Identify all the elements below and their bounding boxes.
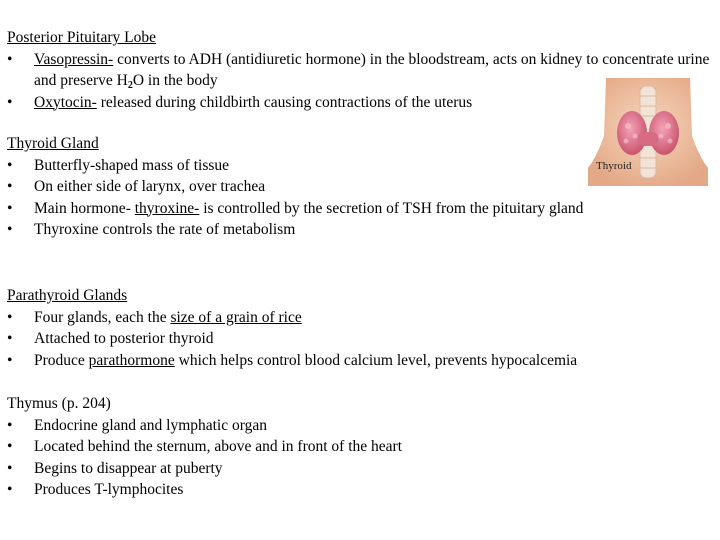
item-text: Endocrine gland and lymphatic organ <box>34 416 268 434</box>
bullet-dot: • <box>7 221 13 238</box>
item-text-end: is controlled by the secretion of TSH from the pituitary gland <box>199 199 584 217</box>
term-parathormone: parathormone <box>88 351 175 369</box>
list-item <box>7 328 713 350</box>
bullet-dot: • <box>7 199 13 217</box>
list-item <box>7 458 713 480</box>
term-oxytocin: Oxytocin- <box>34 93 97 111</box>
list-item <box>7 415 713 437</box>
bullet-dot: • <box>7 178 13 195</box>
item-text: Thyroxine controls the rate of metabolism <box>34 221 296 238</box>
item-text: Main hormone- <box>34 199 135 217</box>
section-thymus <box>7 393 713 501</box>
term-grain-of-rice: size of a grain of rice <box>170 308 302 326</box>
bullet-dot: • <box>7 416 13 434</box>
thyroid-isthmus <box>638 132 658 146</box>
item-text-end: which helps control blood calcium level, prevents hypocalcemia <box>174 351 578 369</box>
term-vasopressin: Vasopressin- <box>34 50 114 68</box>
list-item <box>7 219 713 241</box>
list-parathyroid <box>7 307 713 372</box>
heading-thymus: Thymus (p. 204) <box>7 395 111 412</box>
item-text: Four glands, each the <box>34 308 171 326</box>
bullet-dot: • <box>7 308 13 326</box>
bullet-dot: • <box>7 438 13 455</box>
list-item <box>7 479 713 501</box>
bullet-dot: • <box>7 481 13 498</box>
list-thymus <box>7 415 713 501</box>
term-thyroxine: thyroxine- <box>134 199 200 217</box>
bullet-dot: • <box>7 50 13 68</box>
subscript-2: 2 <box>127 80 133 91</box>
list-item <box>7 307 713 329</box>
list-item <box>7 436 713 458</box>
heading-posterior-pituitary: Posterior Pituitary Lobe <box>7 29 156 46</box>
item-text: Located behind the sternum, above and in front of the heart <box>34 438 402 455</box>
thyroid-image-label: Thyroid <box>596 160 632 172</box>
vasopressin-text-end: O in the body <box>132 72 218 89</box>
item-text: Produce <box>34 351 89 369</box>
thyroid-illustration <box>588 78 708 186</box>
bullet-dot: • <box>7 93 13 111</box>
bullet-dot: • <box>7 330 13 347</box>
vasopressin-text: converts to ADH (antidiuretic hormone) in the bloodstream, acts on kidney to concentrate urine and preserve H <box>34 50 710 89</box>
bullet-dot: • <box>7 156 13 174</box>
list-item-thyroxine <box>7 198 713 220</box>
item-text: Produces T-lymphocites <box>34 481 184 498</box>
item-text: Attached to posterior thyroid <box>34 330 214 347</box>
item-text: Begins to disappear at puberty <box>34 459 223 477</box>
oxytocin-text: released during childbirth causing contractions of the uterus <box>96 93 473 111</box>
heading-parathyroid: Parathyroid Glands <box>7 287 128 304</box>
bullet-dot: • <box>7 459 13 477</box>
list-item-parathormone <box>7 350 713 372</box>
item-text: On either side of larynx, over trachea <box>34 178 266 195</box>
bullet-dot: • <box>7 351 13 369</box>
section-parathyroid <box>7 285 713 371</box>
heading-thyroid: Thyroid Gland <box>7 135 99 152</box>
item-text: Butterfly-shaped mass of tissue <box>34 156 230 174</box>
